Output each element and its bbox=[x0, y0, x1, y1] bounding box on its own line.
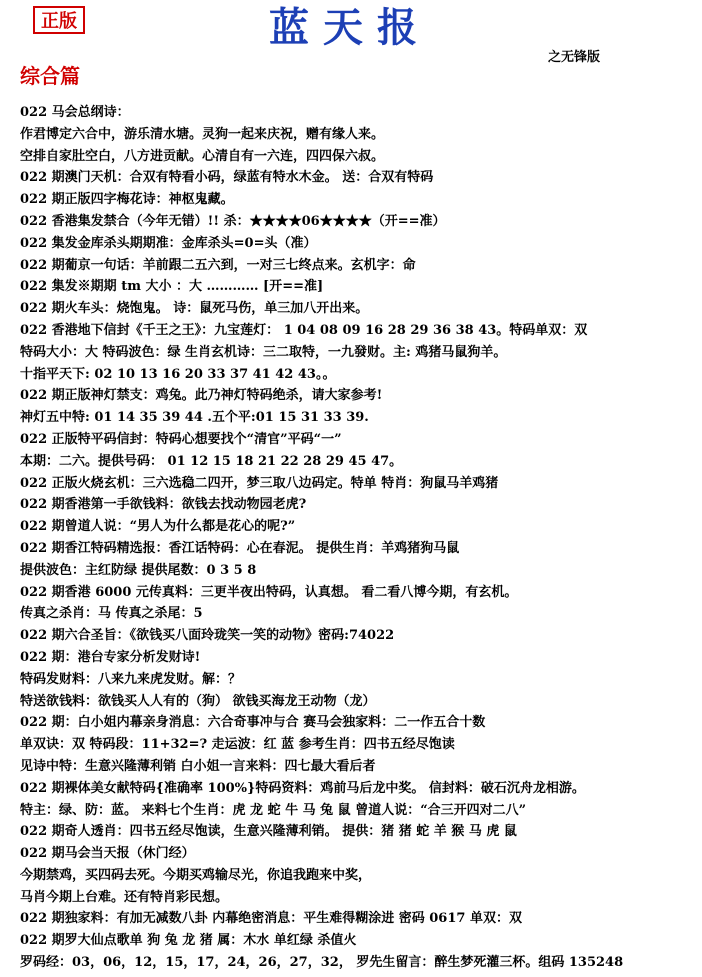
text-line: 022 期香港第一手欲钱料：欲钱去找动物园老虎? bbox=[20, 497, 307, 513]
text-line: 提供波色：主红防绿 提供尾数：0 3 5 8 bbox=[20, 562, 257, 578]
text-line: 022 期罗大仙点歌单 狗 兔 龙 猪 属：木水 单红绿 杀值火 bbox=[20, 933, 357, 949]
section-heading: 综合篇 bbox=[20, 64, 80, 88]
text-line: 022 期火车头：烧饱鬼。 诗：鼠死马伤，单三加八开出来。 bbox=[20, 301, 369, 317]
text-line: 022 正版火烧玄机：三六选稳二四开，梦三取八边码定。特单 特肖：狗鼠马羊鸡猪 bbox=[20, 475, 499, 491]
text-line: 单双诀：双 特码段：11+32=? 走运波：红 蓝 参考生肖：四书五经尽饱读 bbox=[20, 737, 455, 753]
text-line: 特码发财料：八来九来虎发财。解：？ bbox=[20, 671, 242, 687]
text-line: 特码大小：大 特码波色：绿 生肖玄机诗：三二取特，一九發财。主: 鸡猪马鼠狗羊。 bbox=[20, 344, 507, 360]
text-line: 022 期香江特码精选报：香江话特码：心在春泥。 提供生肖：羊鸡猪狗马鼠 bbox=[20, 540, 460, 556]
text-line: 本期：二六。提供号码： 01 12 15 18 21 22 28 29 45 47。 bbox=[20, 453, 403, 469]
text-line: 特送欲钱料：欲钱买人人有的（狗） 欲钱买海龙王动物（龙） bbox=[20, 693, 376, 709]
text-line: 022 期正版神灯禁支：鸡兔。此乃神灯特码绝杀，请大家参考! bbox=[20, 388, 383, 404]
text-line: 今期禁鸡，买四码去死。今期买鸡输尽光，你追我跑来中奖， bbox=[20, 867, 372, 883]
text-line: 022 期香港 6000 元传真料：三更半夜出特码，认真想。 看二看八博今期，有玄机。 bbox=[20, 584, 518, 600]
text-line: 022 期曾道人说：“男人为什么都是花心的呢?” bbox=[20, 519, 296, 535]
edition-label: 之无锋版 bbox=[548, 50, 601, 65]
text-line: 022 期澳门天机：合双有特看小码，绿蓝有特水木金。 送：合双有特码 bbox=[20, 170, 434, 186]
text-line: 十指平天下: 02 10 13 16 20 33 37 41 42 43。。 bbox=[20, 366, 336, 382]
text-line: 022 期：港台专家分析发财诗! bbox=[20, 649, 201, 665]
edition-stamp: 正版 bbox=[33, 6, 85, 34]
text-line: 022 期：白小姐内幕亲身消息：六合奇事冲与合 赛马会独家料：二一作五合十数 bbox=[20, 715, 486, 731]
text-line: 空排自家肚空白，八方进贡献。心清自有一六连，四四保六叔。 bbox=[20, 148, 385, 164]
content-lines bbox=[20, 102, 696, 974]
text-line: 特主：绿、防：蓝。 来料七个生肖：虎 龙 蛇 牛 马 兔 鼠 曾道人说：“合三开四对二八” bbox=[20, 802, 527, 818]
text-line: 022 期奇人透肖：四书五经尽饱读，生意兴隆薄利销。 提供：猪 猪 蛇 羊 猴 马 虎 鼠 bbox=[20, 824, 517, 840]
text-line: 罗码经：03，06，12，15，17，24，26，27，32， 罗先生留言：醉生梦死灌三杯。组码 135248 bbox=[20, 955, 624, 971]
text-line: 022 集发金库杀头期期准：金库杀头=0=头（准） bbox=[20, 235, 317, 251]
text-line: 022 香港集发禁合（今年无错）!! 杀：★★★★06★★★★（开==准） bbox=[20, 213, 446, 229]
text-line: 神灯五中特: 01 14 35 39 44 .五个平:01 15 31 33 39. bbox=[20, 410, 369, 426]
text-line: 作君博定六合中，游乐清水塘。灵狗一起来庆祝，赠有缘人来。 bbox=[20, 126, 385, 142]
text-line: 022 期六合圣旨：《欲钱买八面玲珑笑一笑的动物》密码:74022 bbox=[20, 628, 395, 644]
text-line: 见诗中特：生意兴隆薄利销 白小姐一言来料：四七最大看后者 bbox=[20, 758, 376, 774]
text-line: 022 正版特平码信封：特码心想要找个“清官”平码“一” bbox=[20, 431, 342, 447]
page-title: 蓝天报 bbox=[269, 4, 431, 51]
text-line: 022 马会总纲诗： bbox=[20, 105, 130, 120]
text-line: 022 期葡京一句话：羊前跟二五六到，一对三七终点来。玄机字：命 bbox=[20, 257, 416, 273]
text-line: 022 期独家料：有加无减数八卦 内幕绝密消息：平生难得糊涂进 密码 0617 单双：双 bbox=[20, 911, 522, 927]
text-line: 022 香港地下信封《千王之王》：九宝莲灯： 1 04 08 09 16 28 29 36 38 43。特码单双：双 bbox=[20, 322, 588, 338]
text-line: 022 期正版四字梅花诗：神枢鬼藏。 bbox=[20, 192, 234, 208]
text-line: 022 期裸体美女献特码{准确率 100%}特码资料：鸡前马后龙中奖。 信封料：破石沉舟龙相游。 bbox=[20, 780, 585, 796]
text-line: 传真之杀肖：马 传真之杀尾：5 bbox=[20, 606, 203, 622]
text-line: 马肖今期上台难。还有特肖彩民想。 bbox=[20, 889, 229, 905]
text-line: 022 集发※期期 tm 大小 ：大 ………… [开==准] bbox=[20, 279, 324, 295]
text-line: 022 期马会当天报（休门经） bbox=[20, 846, 195, 862]
